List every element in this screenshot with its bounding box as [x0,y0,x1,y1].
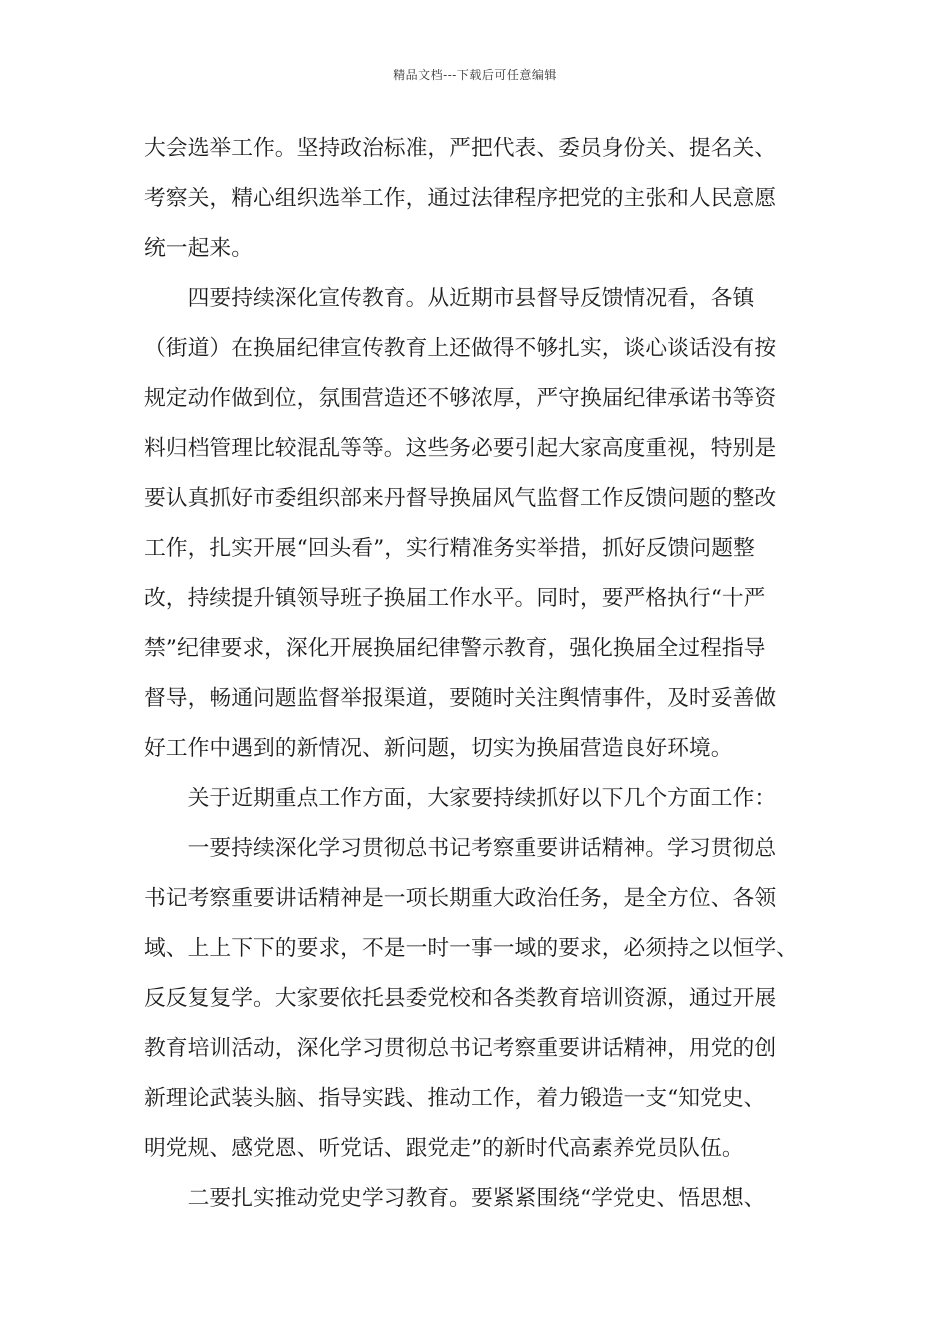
text-line: 料归档管理比较混乱等等。这些务必要引起大家高度重视，特别是 [144,436,777,461]
text-line: 禁”纪律要求，深化开展换届纪律警示教育，强化换届全过程指导 [144,636,766,661]
text-line: 反反复复学。大家要依托县委党校和各类教育培训资源，通过开展 [144,986,777,1011]
text-line: 教育培训活动，深化学习贯彻总书记考察重要讲话精神，用党的创 [144,1036,777,1061]
text-line: （街道）在换届纪律宣传教育上还做得不够扎实，谈心谈话没有按 [144,336,777,361]
text-line: 要认真抓好市委组织部来丹督导换届风气监督工作反馈问题的整改 [144,486,777,511]
text-line: 规定动作做到位，氛围营造还不够浓厚，严守换届纪律承诺书等资 [144,386,777,411]
text-line: 书记考察重要讲话精神是一项长期重大政治任务，是全方位、各领 [144,886,777,911]
text-line: 一要持续深化学习贯彻总书记考察重要讲话精神。学习贯彻总 [144,836,777,861]
page-header: 精品文档---下载后可任意编辑 [393,68,557,82]
text-line: 新理论武装头脑、指导实践、推动工作，着力锻造一支“知党史、 [144,1086,766,1111]
text-line: 二要扎实推动党史学习教育。要紧紧围绕“学党史、悟思想、 [144,1186,766,1211]
text-line: 督导，畅通问题监督举报渠道，要随时关注舆情事件，及时妥善做 [144,686,777,711]
text-line: 明党规、感党恩、听党话、跟党走”的新时代高素养党员队伍。 [144,1136,744,1161]
text-line: 工作，扎实开展“回头看”，实行精准务实举措，抓好反馈问题整 [144,536,755,561]
text-line: 域、上上下下的要求，不是一时一事一域的要求，必须持之以恒学、 [144,936,798,961]
text-line: 大会选举工作。坚持政治标准，严把代表、委员身份关、提名关、 [144,136,777,161]
text-line: 四要持续深化宣传教育。从近期市县督导反馈情况看，各镇 [144,286,755,311]
document-body [144,124,816,1224]
text-line: 统一起来。 [144,236,253,261]
text-line: 好工作中遇到的新情况、新问题，切实为换届营造良好环境。 [144,736,733,761]
text-line: 改，持续提升镇领导班子换届工作水平。同时，要严格执行“十严 [144,586,766,611]
text-line: 关于近期重点工作方面，大家要持续抓好以下几个方面工作： [144,786,777,811]
text-line: 考察关，精心组织选举工作，通过法律程序把党的主张和人民意愿 [144,186,777,211]
